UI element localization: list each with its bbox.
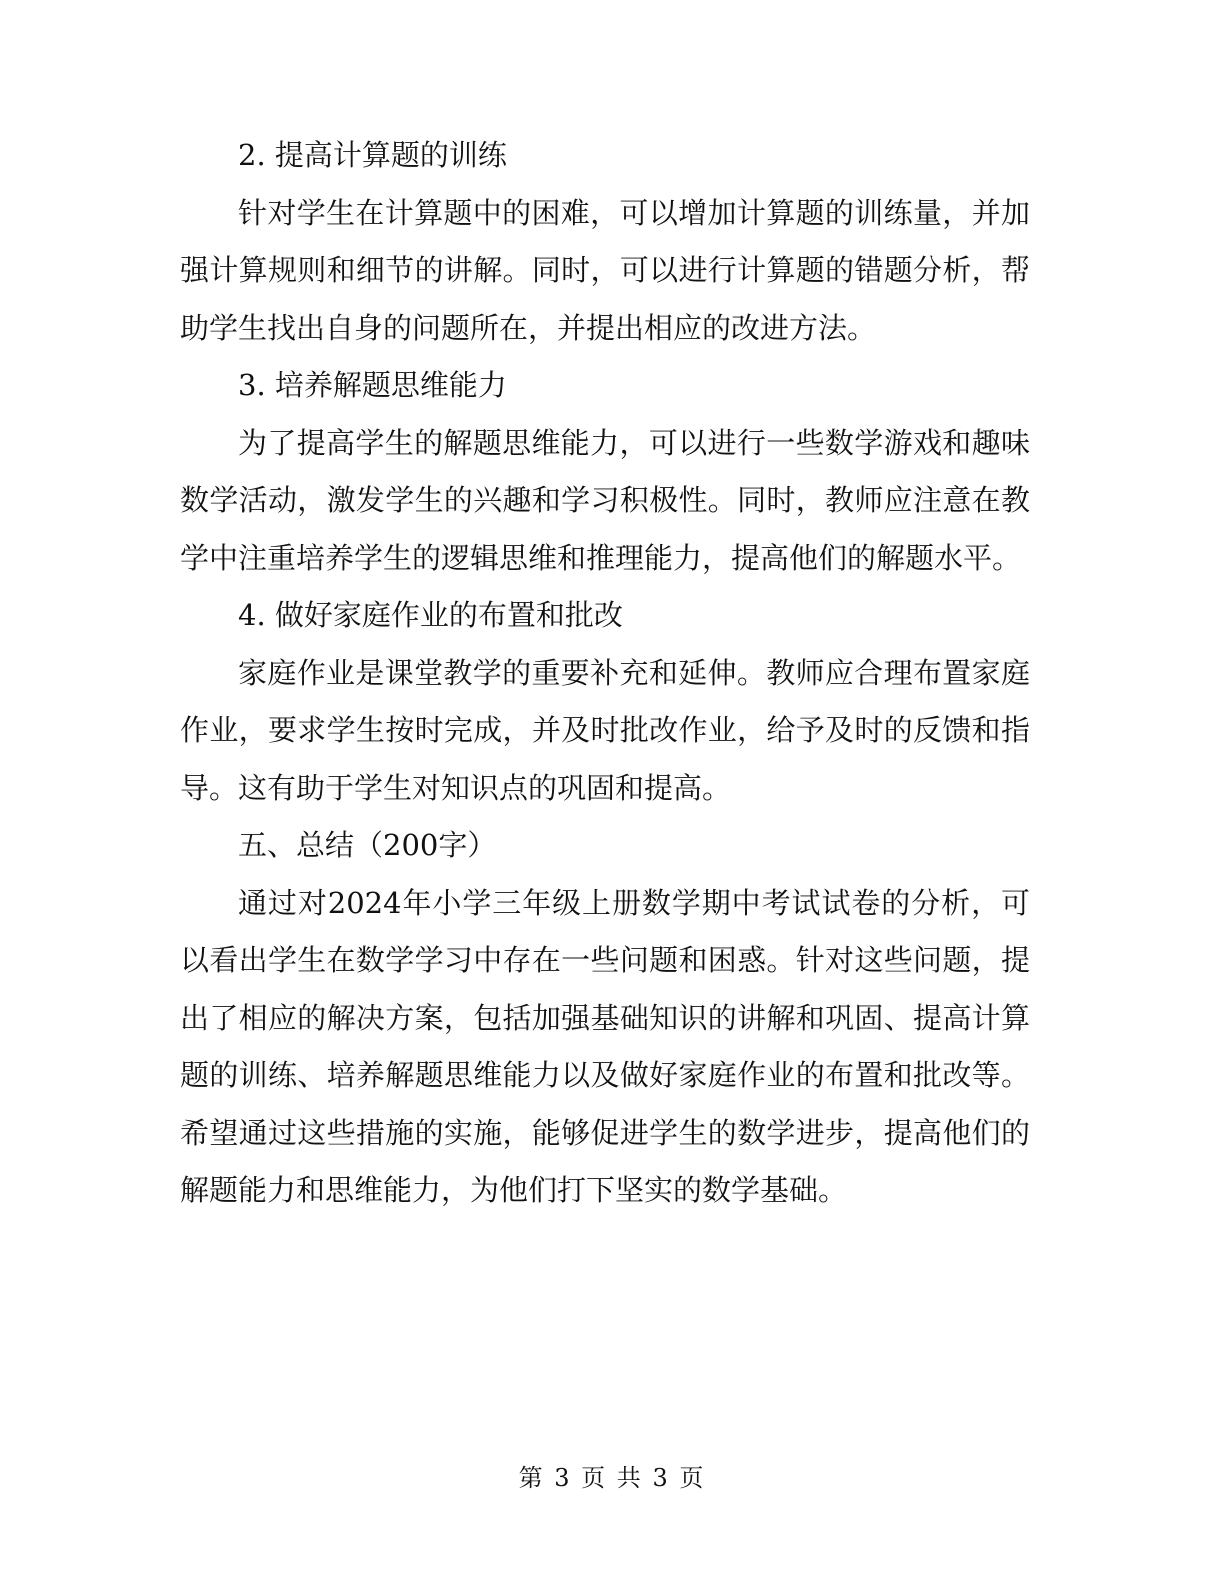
- section-body-thinking: 为了提高学生的解题思维能力，可以进行一些数学游戏和趣味数学活动，激发学生的兴趣和学习积极性。同时，教师应注意在教学中注重培养学生的逻辑思维和推理能力，提高他们的解题水平。: [180, 425, 1030, 575]
- section-body-calculation: 针对学生在计算题中的困难，可以增加计算题的训练量，并加强计算规则和细节的讲解。同时，可以进行计算题的错题分析，帮助学生找出自身的问题所在，并提出相应的改进方法。: [180, 195, 1030, 345]
- section-body-homework: 家庭作业是课堂教学的重要补充和延伸。教师应合理布置家庭作业，要求学生按时完成，并及时批改作业，给予及时的反馈和指导。这有助于学生对知识点的巩固和提高。: [180, 655, 1030, 805]
- section-heading-thinking: 3. 培养解题思维能力: [238, 368, 507, 402]
- page-content: [180, 127, 1030, 1220]
- section-body-summary: 通过对2024年小学三年级上册数学期中考试试卷的分析，可以看出学生在数学学习中存在一些问题和困惑。针对这些问题，提出了相应的解决方案，包括加强基础知识的讲解和巩固、提高计算题的训练、培养解题思维能力以及做好家庭作业的布置和批改等。希望通过这些措施的实施，能够促进学生的数学进步，提高他们的解题能力和思维能力，为他们打下坚实的数学基础。: [180, 885, 1030, 1207]
- section-heading-calculation: 2. 提高计算题的训练: [238, 138, 507, 172]
- section-heading-summary: 五、总结（200字）: [238, 828, 497, 862]
- section-heading-homework: 4. 做好家庭作业的布置和批改: [238, 598, 623, 632]
- page-footer: 第 3 页 共 3 页: [518, 1464, 706, 1492]
